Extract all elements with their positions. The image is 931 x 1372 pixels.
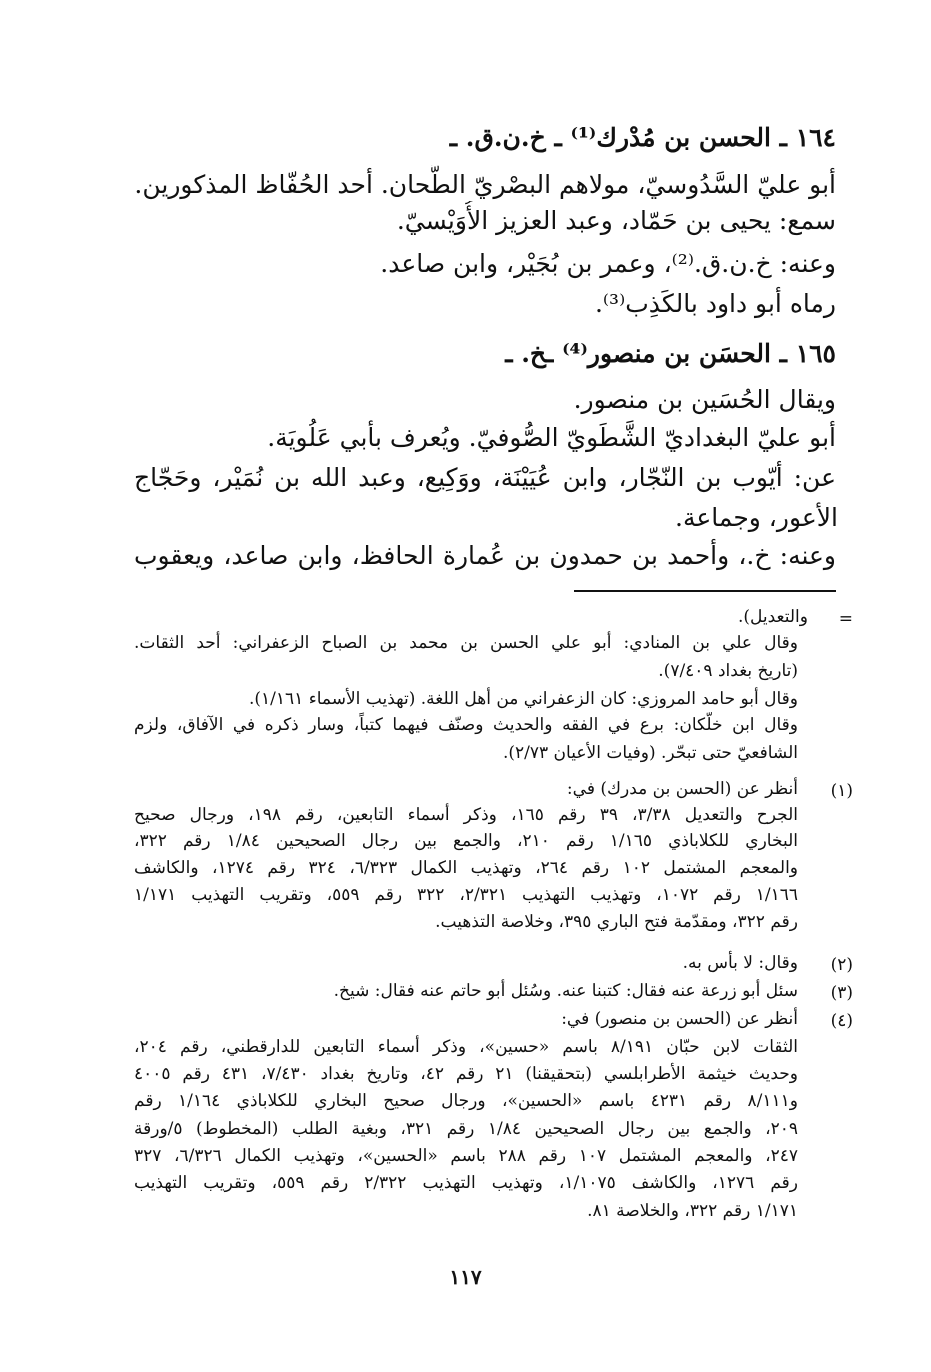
footnote-1-line-2: الجرح والتعديل ٣/٣٨، ٣٩ رقم ١٦٥، وذكر أسماء التابعين، رقم ١٩٨، ورجال صحيح (134, 805, 798, 825)
footnote-2-number: (٢) (830, 955, 853, 975)
footnote-4-line-5: ٢٠٩، والجمع بين رجال الصحيحين ١/٨٤ رقم ٣٢١، وبغية الطلب (المخطوط) ٥/ورقة (134, 1119, 798, 1139)
footnote-continuation-marker: = (838, 609, 853, 629)
footnote-4-number: (٤) (830, 1011, 853, 1031)
footnote-1-line-5: ١/١٦٦ رقم ١٠٧٢، وتهذيب التهذيب ٢/٣٢١، ٣٢٢ رقم ٥٥٩، وتقريب التهذيب ١/١٧١ (134, 885, 798, 905)
entry-165-line-5: وعنه: خ.، وأحمد بن حمدون بن عُمارة الحافظ، وابن صاعد، ويعقوب (134, 541, 836, 570)
footnote-4-line-6: ٢٤٧، والمعجم المشتمل ١٠٧ رقم ٢٨٨ باسم «الحسين»، وتهذيب الكمال ٦/٣٢٦، ٣٢٧ (134, 1146, 798, 1166)
footnote-1-line-4: والمعجم المشتمل ١٠٢ رقم ٢٦٤، وتهذيب الكمال ٦/٣٢٣، ٣٢٤ رقم ١٢٧٤، والكاشف (134, 858, 798, 878)
entry-165-line-1: ويقال الحُسَين بن منصور. (573, 385, 836, 414)
entry-165-line-4: الأعور، وجماعة. (675, 503, 838, 532)
page-number: ١١٧ (449, 1265, 482, 1289)
footnote-3-text: سئل أبو زرعة عنه فقال: كتبنا عنه. وسُئل أبو حاتم عنه فقال: شيخ. (333, 981, 798, 1001)
entry-164-line-3: وعنه: خ.ن.ق.⁽²⁾، وعمر بن بُجَيْر، وابن صاعد. (380, 249, 836, 278)
footnote-3-number: (٣) (830, 983, 853, 1003)
footnote-cont-line-5: وقال ابن خلّكان: برع في الفقه والحديث وصنّف فيهما كتباً، وسار ذكره في الآفاق، ولزم (134, 715, 798, 735)
footnote-cont-line-6: الشافعيّ حتى تبحّر. (وفيات الأعيان ٢/٧٣). (502, 743, 798, 763)
entry-164-title: ١٦٤ ـ الحسن بن مُدْرك⁽¹⁾ ـ خ.ن.ق. ـ (449, 123, 836, 152)
footnote-cont-line-2: وقال علي بن المنادي: أبو علي الحسن بن محمد بن الصباح الزعفراني: أحد الثقات. (134, 633, 798, 653)
entry-165-title: ١٦٥ ـ الحسَن بن منصور⁽⁴⁾ ـخ. ـ (505, 339, 836, 368)
footnote-4-line-3: وحديث خيثمة الأطرابلسي (بتحقيقنا) ٢١ رقم ٤٢، وتاريخ بغداد ٧/٤٣٠، ٤٣١ رقم ٤٠٠٥ (134, 1064, 798, 1084)
footnote-4-line-2: الثقات لابن حبّان ٨/١٩١ باسم «حسين»، وذكر أسماء التابعين للدارقطني، رقم ٢٠٤، (134, 1037, 798, 1057)
entry-165-line-3: عن: أيّوب بن النّجّار، وابن عُيَيْنَة، ووَكِيع، وعبد الله بن نُمَيْر، وحَجّاج (134, 463, 836, 492)
entry-164-line-4: رماه أبو داود بالكَذِب⁽³⁾. (594, 289, 836, 318)
footnote-1-line-1: أنظر عن (الحسن بن مدرك) في: (566, 779, 798, 799)
entry-164-line-1: أبو عليّ السَّدُوسيّ، مولاهم البصْريّ الطَّحان. أحد الحُفّاظ المذكورين. (134, 170, 836, 199)
footnote-cont-line-3: (تاريخ بغداد ٧/٤٠٩). (658, 661, 798, 681)
footnote-4-line-4: و٨/١١١ رقم ٤٢٣١ باسم «الحسين»، ورجال صحيح البخاري للكلاباذي ١/١٦٤ رقم (134, 1091, 798, 1111)
footnote-1-line-6: رقم ٣٢٢، ومقدّمة فتح الباري ٣٩٥، وخلاصة التذهيب. (435, 912, 798, 932)
footnote-1-line-3: البخاري للكلاباذي ١/١٦٥ رقم ٢١٠، والجمع بين رجال الصحيحين ١/٨٤ رقم ٣٢٢، (134, 831, 798, 851)
footnote-cont-line-1: والتعديل). (737, 607, 808, 627)
footnote-cont-line-4: وقال أبو حامد المروزي: كان الزعفراني من أهل اللغة. (تهذيب الأسماء ١/١٦١). (249, 689, 798, 709)
footnote-4-line-1: أنظر عن (الحسن بن منصور) في: (561, 1009, 798, 1029)
entry-164-line-2: سمع: يحيى بن حَمّاد، وعبد العزيز الأُوَيْسيّ. (396, 206, 836, 235)
footnote-4-line-7: رقم ١٢٧٦، والكاشف ١/١٠٧٥، وتهذيب التهذيب ٢/٣٢٢ رقم ٥٥٩، وتقريب التهذيب (134, 1173, 798, 1193)
footnote-1-number: (١) (830, 781, 853, 801)
footnote-2-text: وقال: لا بأس به. (682, 953, 798, 973)
entry-165-line-2: أبو عليّ البغداديّ الشَّطَويّ الصُّوفيّ. ويُعرف بأبي عَلُويَة. (267, 423, 836, 452)
footnote-separator (574, 590, 836, 592)
footnote-4-line-8: ١/١٧١ رقم ٣٢٢، والخلاصة ٨١. (587, 1201, 798, 1221)
